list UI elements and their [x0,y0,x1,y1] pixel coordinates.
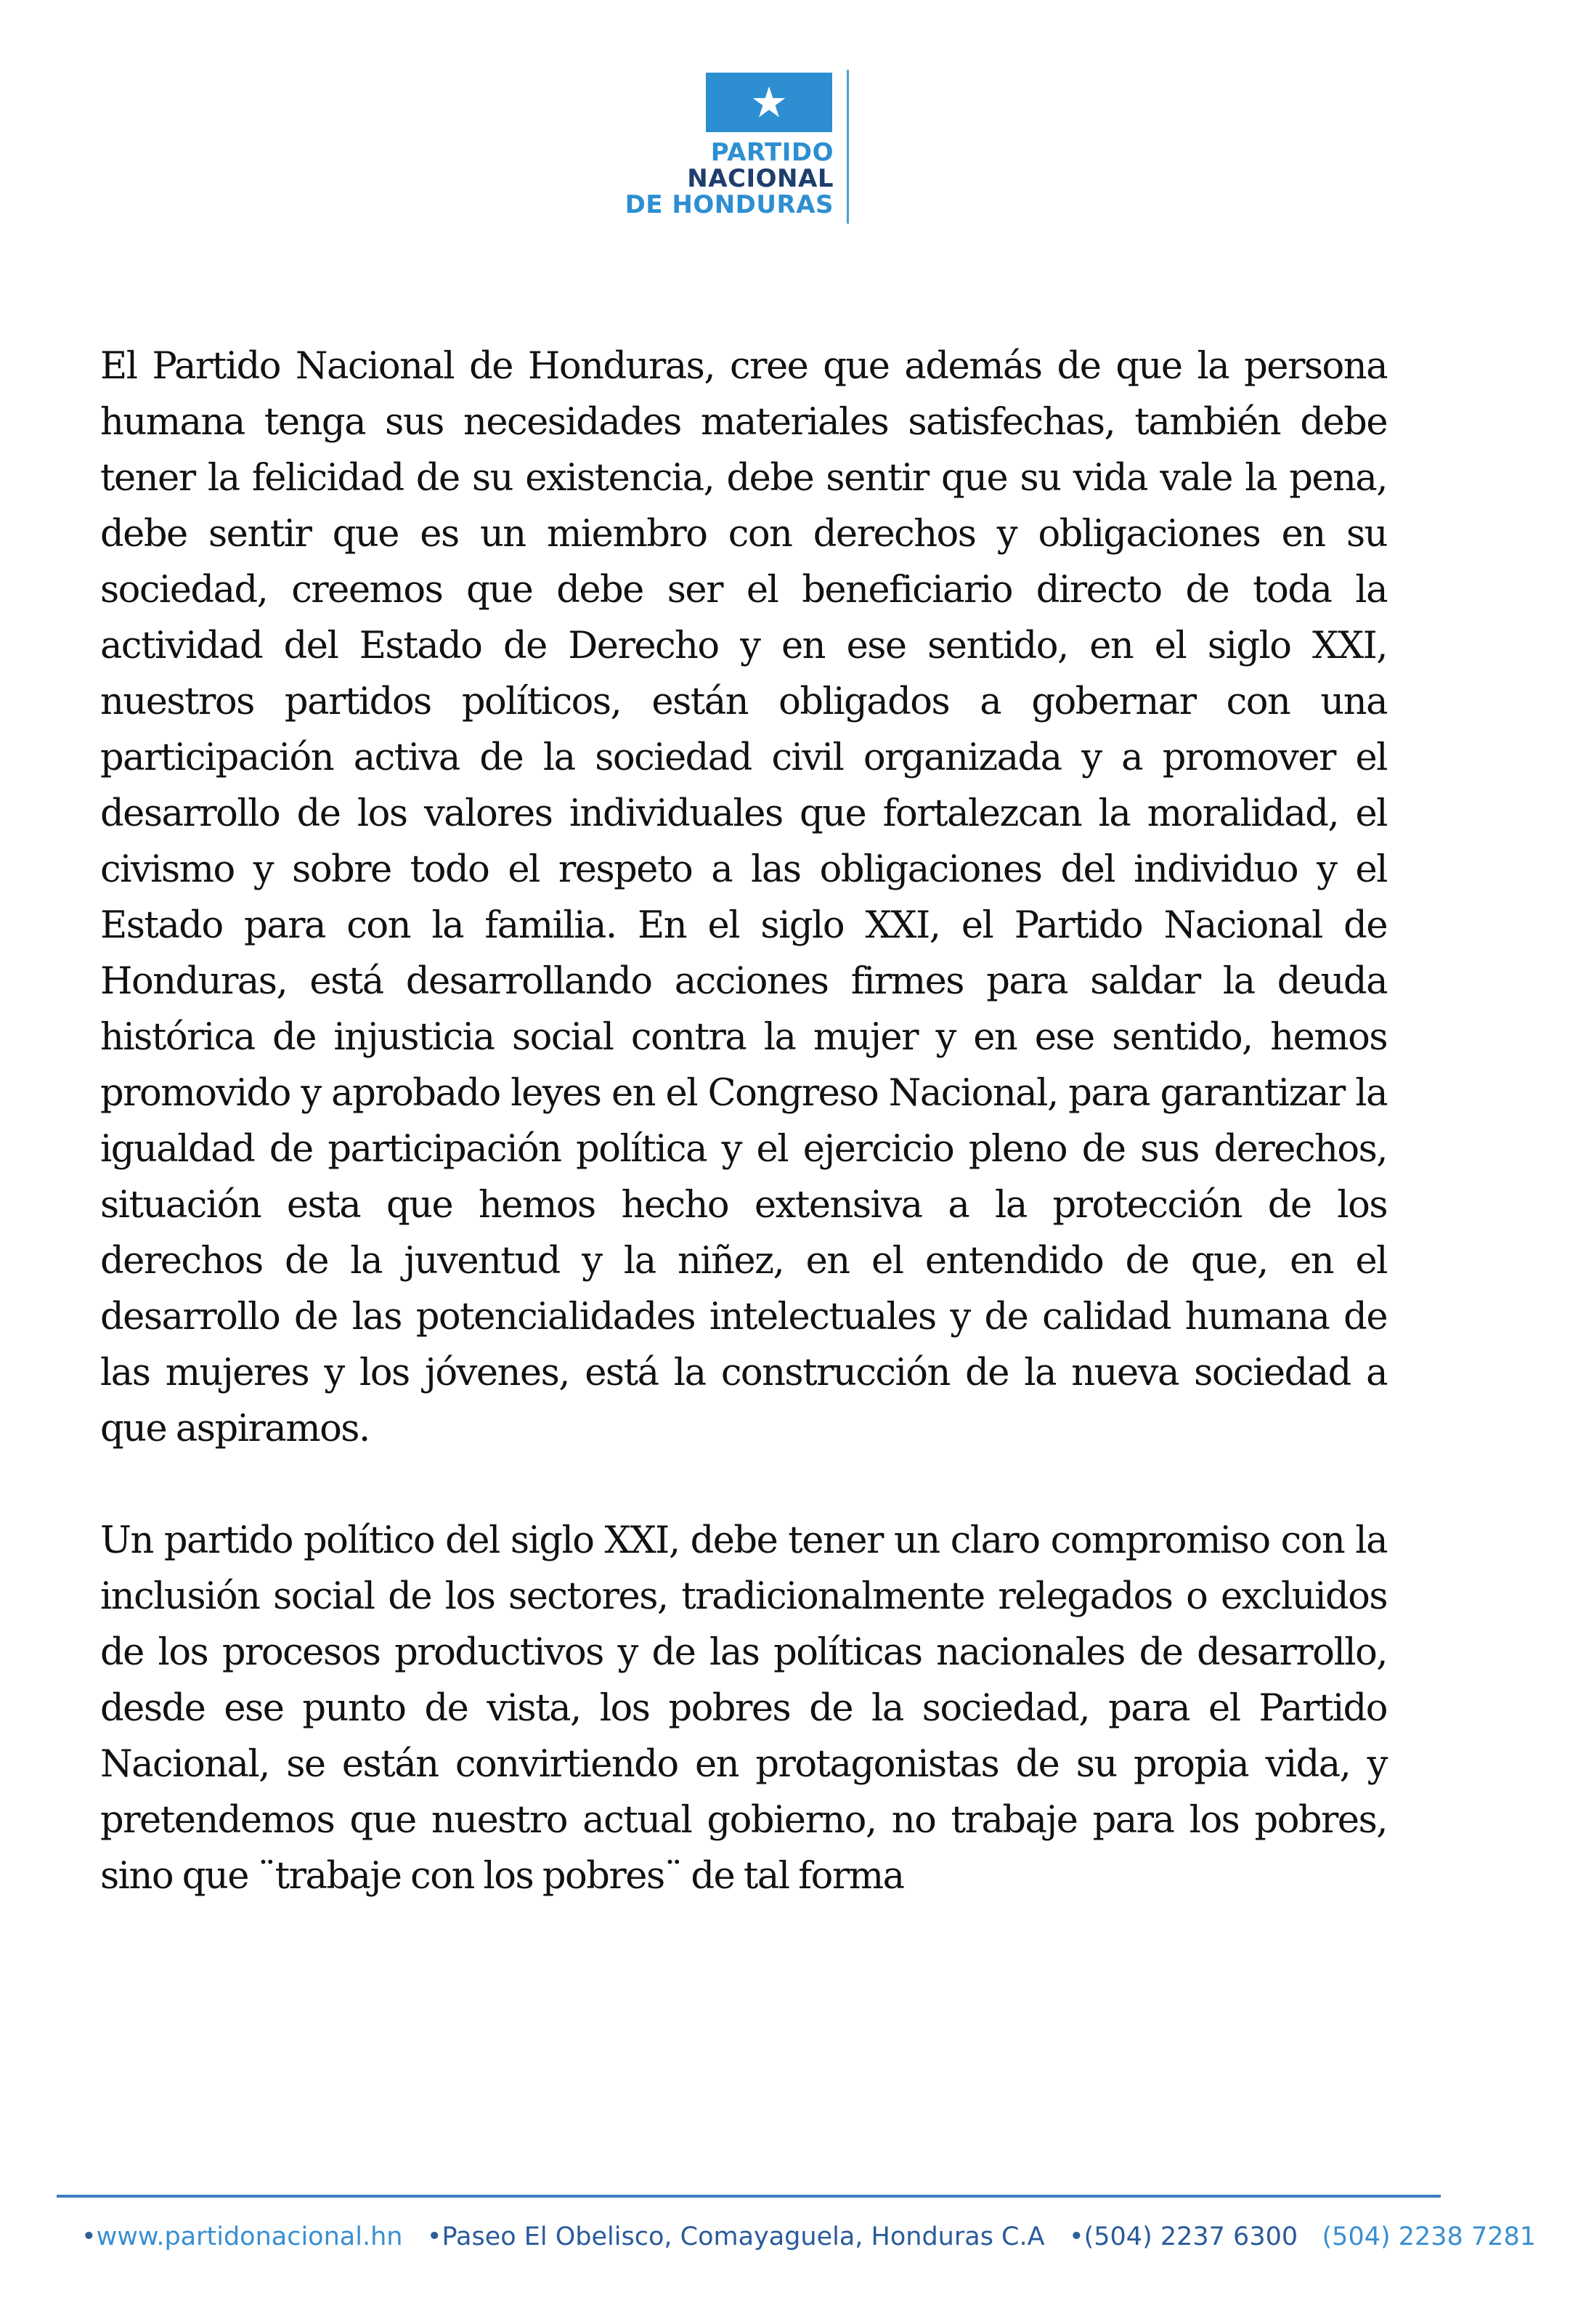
footer-bullet: • [81,2222,97,2251]
footer-website-link[interactable]: www.partidonacional.hn [96,2222,403,2251]
logo-line-nacional: NACIONAL [687,164,834,193]
paragraph-1: El Partido Nacional de Honduras, cree que además de que la persona humana tenga sus necesidades materiales satisfechas, también debe tener la felicidad de su existencia, debe sentir que su vida vale la pena, debe sentir que es un miembro con derechos y obligaciones en su sociedad, creemos que debe ser el beneficiario directo de toda la actividad del Estado de Derecho y en ese sentido, en el siglo XXI, nuestros partidos políticos, están obligados a gobernar con una participación activa de la sociedad civil organizada y a promover el desarrollo de los valores individuales que fortalezcan la moralidad, el civismo y sobre todo el respeto a las obligaciones del individuo y el Estado para con la familia. En el siglo XXI, el Partido Nacional de Honduras, está desarrollando acciones firmes para saldar la deuda histórica de injusticia social contra la mujer y en ese sentido, hemos promovido y aprobado leyes en el Congreso Nacional, para garantizar la igualdad de participación política y el ejercicio pleno de sus derechos, situación esta que hemos hecho extensiva a la protección de los derechos de la juventud y la niñez, en el entendido de que, en el desarrollo de las potencialidades intelectuales y de calidad humana de las mujeres y los jóvenes, está la construcción de la nueva sociedad a que aspiramos. [100,345,1387,1450]
footer-address: Paseo El Obelisco, Comayaguela, Honduras C.A [442,2222,1045,2251]
logo-line-partido: PARTIDO [710,138,834,167]
logo-wordmark [625,139,834,218]
footer-bullet: • [1068,2222,1084,2251]
logo-divider [847,70,849,224]
logo-line-de-honduras: DE HONDURAS [625,190,834,219]
footer-bullet: • [426,2222,442,2251]
paragraph-2: Un partido político del siglo XXI, debe tener un claro compromiso con la inclusión social de los sectores, tradicionalmente relegados o excluidos de los procesos productivos y de las políticas nacionales de desarrollo, desde ese punto de vista, los pobres de la sociedad, para el Partido Nacional, se están convirtiendo en protagonistas de su propia vida, y pretendemos que nuestro actual gobierno, no trabaje para los pobres, sino que ¨trabaje con los pobres¨ de tal forma [100,1519,1387,1898]
star-icon: ★ [750,78,788,127]
footer-phone-1: (504) 2237 6300 [1083,2222,1298,2251]
party-logo [609,70,855,229]
star-flag-icon [706,73,832,132]
document-body [100,338,1387,1904]
footer-contact [81,2221,1537,2253]
footer-phone-2: (504) 2238 7281 [1322,2222,1537,2251]
footer-divider [57,2195,1441,2198]
